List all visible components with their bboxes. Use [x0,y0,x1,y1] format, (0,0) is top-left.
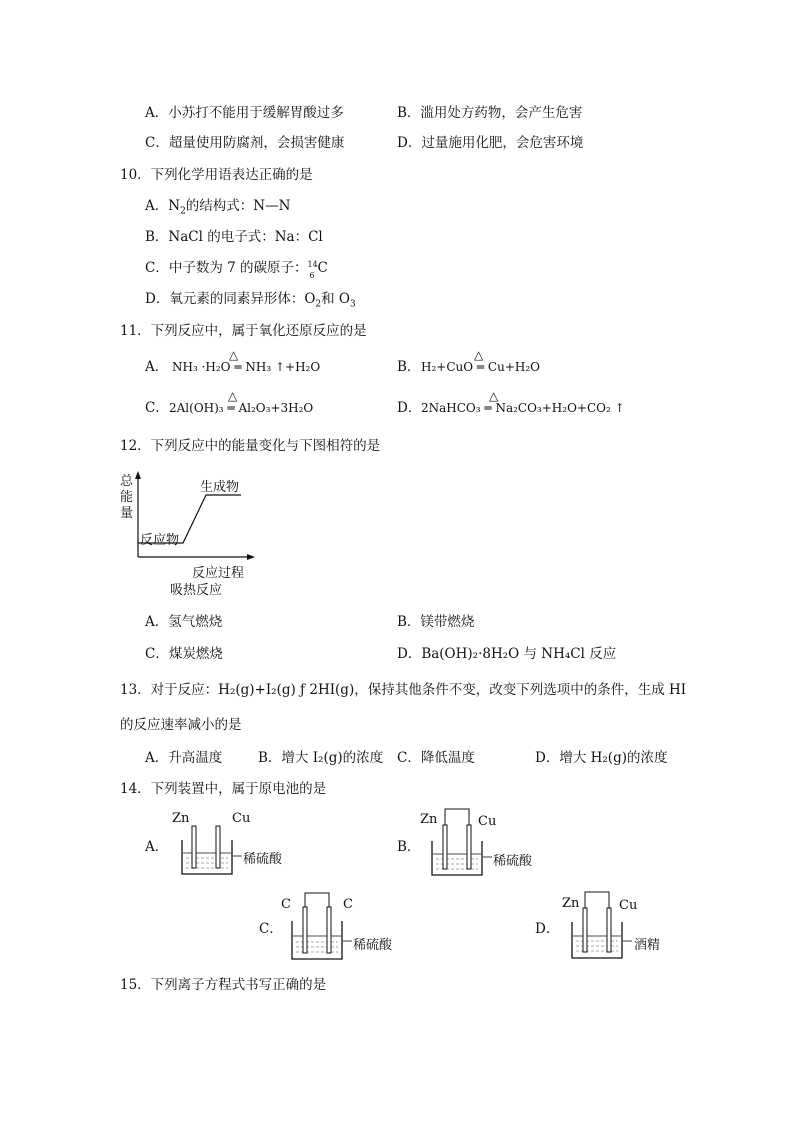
beaker-c [290,889,360,964]
q10-option-a: A．$N_2$的结构式：N—N [145,198,291,217]
electrode-right-label: C [343,897,353,912]
q14-stem: 14．下列装置中，属于原电池的是 [120,781,327,797]
q11-option-b-equation: H₂+CuO ═ Cu+H₂O [421,360,541,374]
q11-option-c-label: C． [145,400,169,416]
electrode-left-label: Zn [420,812,438,827]
apparatus-d-label: D． [535,921,560,937]
q9-option-b: B．滥用处方药物，会产生危害 [397,105,583,121]
q11-option-b-label: B． [397,359,421,375]
liquid-label: 稀硫酸 [353,938,393,953]
q13-option-d: D．增大 H₂(g)的浓度 [535,750,668,766]
liquid-label: 酒精 [634,938,661,953]
liquid-label: 稀硫酸 [493,854,533,869]
beaker-a [180,820,250,880]
q13-option-c: C．降低温度 [397,750,475,766]
x-axis-label: 反应过程 [192,566,245,581]
q12-option-d: D．Ba(OH)₂·8H₂O 与 NH₄Cl 反应 [397,646,617,662]
y-axis-label-2: 能 [120,490,134,505]
q12-option-a: A．氢气燃烧 [145,614,223,630]
q10-stem: 10．下列化学用语表达正确的是 [120,167,313,183]
liquid-label: 稀硫酸 [243,852,283,867]
q11-option-d-label: D． [397,400,422,416]
q9-option-a: A．小苏打不能用于缓解胃酸过多 [145,105,344,121]
electrode-left-label: Zn [172,811,190,826]
electrode-left-label: C [281,897,291,912]
q11-option-c-equation: 2Al(OH)₃ ═ Al₂O₃+3H₂O [169,401,314,415]
q12-stem: 12．下列反应中的能量变化与下图相符的是 [120,438,381,454]
electrode-right-label: Cu [478,814,497,829]
diagram-caption: 吸热反应 [170,583,223,598]
q13-option-a: A．升高温度 [145,750,223,766]
y-axis-label-3: 量 [120,506,134,521]
heat-symbol: △ [474,348,484,362]
heat-symbol: △ [228,389,238,403]
q11-option-a-equation: NH₃ ·H₂O ═ NH₃ ↑+H₂O [172,360,321,374]
heat-symbol: △ [489,389,499,403]
y-axis-label-1: 总 [120,474,134,489]
apparatus-b-label: B． [397,839,421,855]
q9-option-c: C．超量使用防腐剂，会损害健康 [145,135,345,151]
q13-stem: 13．对于反应：H₂(g)+I₂(g) ƒ 2HI(g)，保持其他条件不变，改变下列选项中的条件，生成 HI [120,682,687,698]
q13-option-b: B．增大 I₂(g)的浓度 [258,750,384,766]
q11-option-a-label: A． [145,359,169,375]
q12-option-b: B．镁带燃烧 [397,614,475,630]
heat-symbol: △ [229,348,239,362]
q10-option-b: B．NaCl 的电子式：Na：Cl [145,229,323,245]
q15-stem: 15．下列离子方程式书写正确的是 [120,977,327,993]
q11-option-d-equation: 2NaHCO₃ ═ Na₂CO₃+H₂O+CO₂ ↑ [421,401,625,415]
electrode-left-label: Zn [562,896,580,911]
q10-option-c: C．中子数为 7 的碳原子： 14 6 C [145,259,328,280]
beaker-d [570,888,640,963]
electrode-right-label: Cu [619,898,638,913]
apparatus-c-label: C． [259,921,283,937]
q13-stem-continued: 的反应速率减小的是 [120,717,242,733]
reactant-label: 反应物 [140,533,180,548]
q11-stem: 11．下列反应中，属于氧化还原反应的是 [120,323,367,339]
q10-option-d: D．氧元素的同素异形体：$O_2$和 $O_3$ [145,291,356,310]
q12-option-c: C．煤炭燃烧 [145,646,223,662]
beaker-b [430,805,500,880]
product-label: 生成物 [200,480,240,495]
q9-option-d: D．过量施用化肥，会危害环境 [397,135,584,151]
electrode-right-label: Cu [232,811,251,826]
apparatus-a-label: A． [145,839,169,855]
